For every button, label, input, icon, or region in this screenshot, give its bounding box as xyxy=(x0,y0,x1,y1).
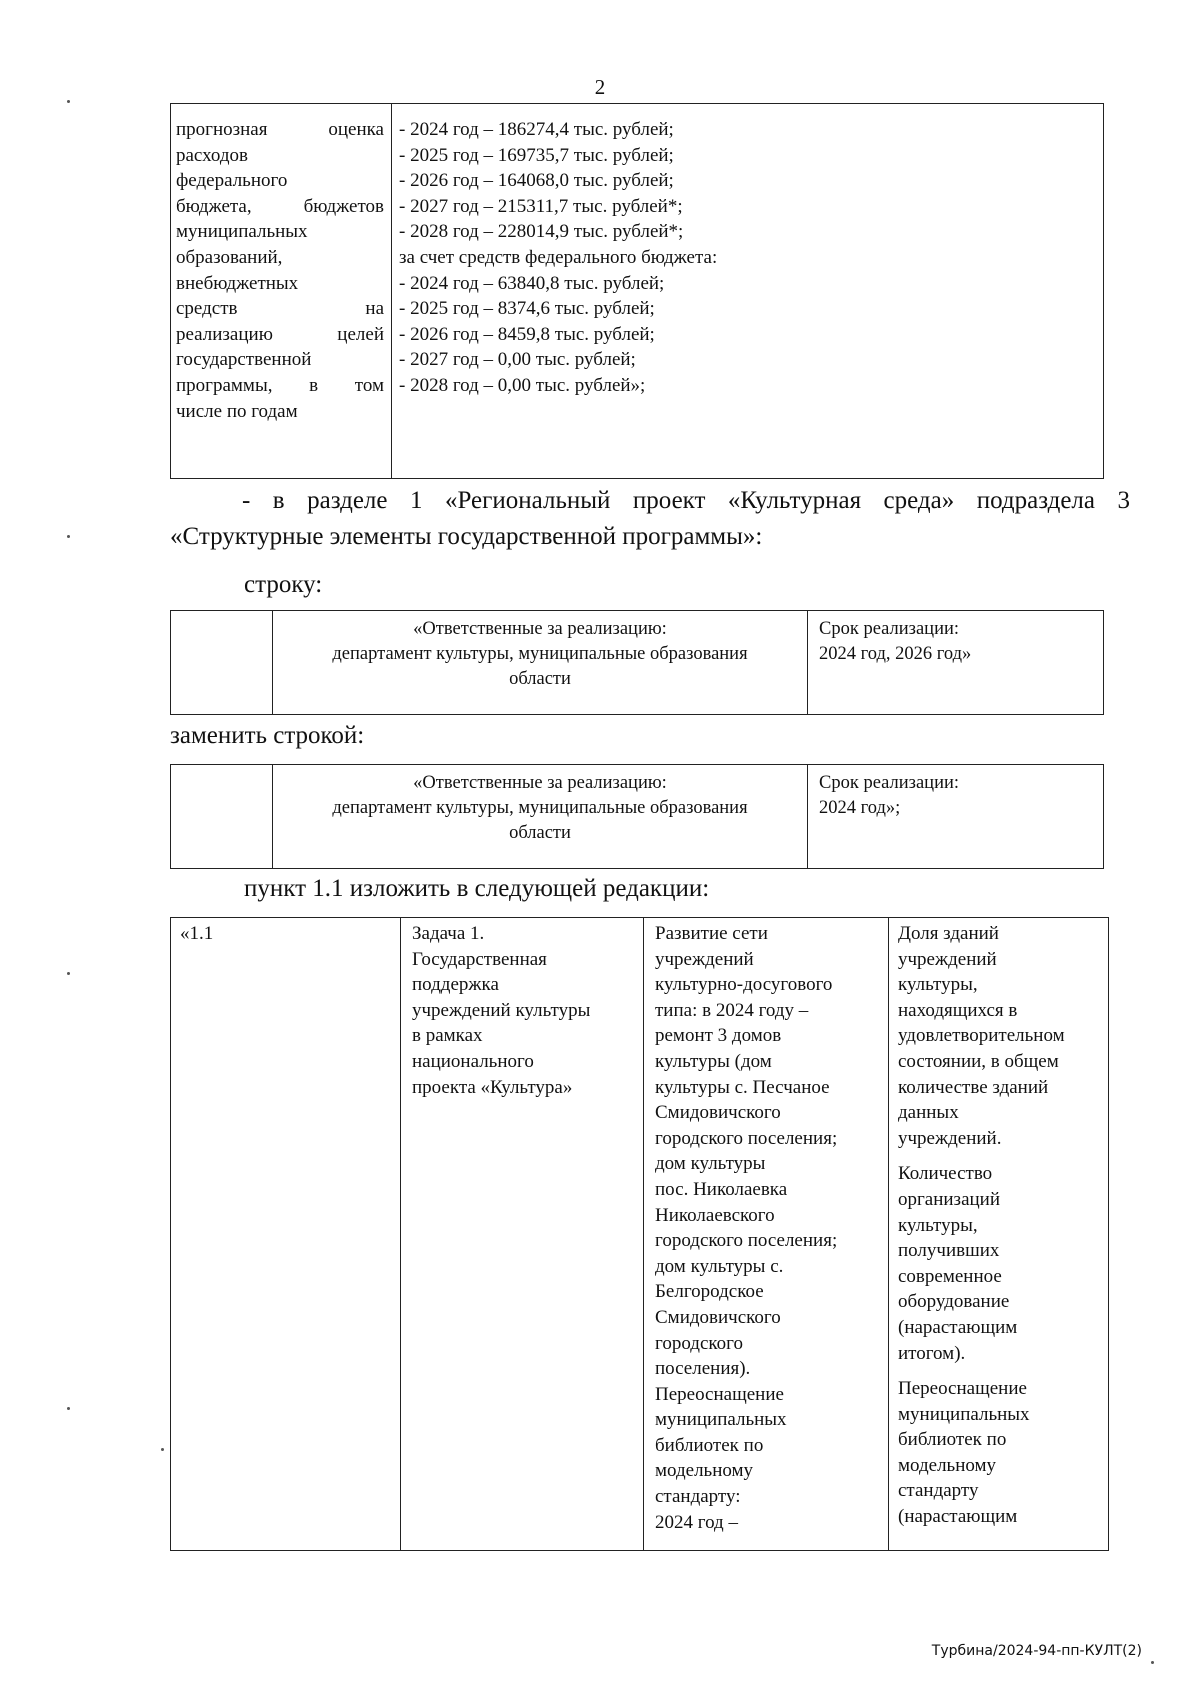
funding-right-line: - 2025 год – 169735,7 тыс. рублей; xyxy=(399,144,674,166)
activity-line: стандарту: xyxy=(655,1486,741,1508)
table-divider xyxy=(888,918,889,1550)
responsible-line: «Ответственные за реализацию: xyxy=(413,619,667,639)
funding-right-line: - 2025 год – 8374,6 тыс. рублей; xyxy=(399,298,655,320)
indicator-line: Переоснащение xyxy=(898,1378,1027,1400)
indicator-line: удовлетворительном xyxy=(898,1025,1065,1047)
funding-left-line: образований, xyxy=(176,246,283,268)
new-responsible-cell xyxy=(274,771,806,847)
point-table xyxy=(170,917,1109,1551)
indicator-line: (нарастающим xyxy=(898,1316,1018,1338)
indicator-line: стандарту xyxy=(898,1480,979,1502)
indicator-block xyxy=(898,921,1108,1151)
label-replace: заменить строкой: xyxy=(170,722,365,749)
task-line: Задача 1. xyxy=(412,923,485,944)
funding-right-line: - 2026 год – 8459,8 тыс. рублей; xyxy=(399,323,655,345)
activity-line: Переоснащение xyxy=(655,1383,784,1405)
table-divider xyxy=(391,104,392,478)
activity-line: культуры (дом xyxy=(655,1050,772,1072)
indicator-line: получивших xyxy=(898,1240,1000,1262)
indicator-line: находящихся в xyxy=(898,999,1018,1021)
table-divider xyxy=(643,918,644,1550)
scan-speck xyxy=(67,972,70,975)
old-responsible-cell xyxy=(274,617,806,693)
funding-left-line: числе по годам xyxy=(176,400,298,422)
responsible-line: области xyxy=(509,669,571,690)
responsible-line: департамент культуры, муниципальные образования xyxy=(332,644,748,665)
activity-line: Смидовичского xyxy=(655,1306,781,1328)
label-point: пункт 1.1 изложить в следующей редакции: xyxy=(244,875,710,902)
label-row: строку: xyxy=(244,571,323,598)
activity-line: культуры с. Песчаное xyxy=(655,1076,830,1098)
new-term-cell xyxy=(819,771,1099,821)
paragraph-line: «Структурные элементы государственной программы»: xyxy=(170,523,763,550)
indicator-block xyxy=(898,1161,1108,1366)
activity-line: модельному xyxy=(655,1460,754,1482)
funding-right-line: за счет средств федерального бюджета: xyxy=(399,246,718,268)
activity-line: ремонт 3 домов xyxy=(655,1025,782,1047)
funding-right-line: - 2027 год – 215311,7 тыс. рублей*; xyxy=(399,195,683,217)
old-term-cell xyxy=(819,617,1099,667)
term-line: Срок реализации: xyxy=(819,773,960,793)
indicator-block xyxy=(898,1376,1108,1530)
activity-line: дом культуры xyxy=(655,1153,766,1175)
scan-speck xyxy=(161,1448,164,1451)
indicator-line: модельному xyxy=(898,1454,997,1476)
paragraph-line: - в разделе 1 «Региональный проект «Культурная среда» подраздела 3 xyxy=(242,487,1130,514)
indicator-line: муниципальных xyxy=(898,1403,1030,1425)
scan-speck xyxy=(1151,1661,1154,1664)
term-line: 2024 год»; xyxy=(819,798,901,819)
indicator-line: культуры, xyxy=(898,1214,978,1236)
point-number-cell: «1.1 xyxy=(180,923,214,944)
activity-line: муниципальных xyxy=(655,1409,787,1431)
point-activity-cell xyxy=(655,921,885,1535)
funding-left-line: прогнозная оценка xyxy=(176,119,384,140)
funding-right-line: - 2024 год – 186274,4 тыс. рублей; xyxy=(399,119,674,140)
indicator-line: данных xyxy=(898,1102,959,1124)
funding-left-line: федерального xyxy=(176,170,288,192)
indicator-line: (нарастающим xyxy=(898,1506,1018,1528)
activity-line: типа: в 2024 году – xyxy=(655,999,809,1021)
term-line: Срок реализации: xyxy=(819,619,960,639)
activity-line: Развитие сети xyxy=(655,923,768,944)
indicator-line: состоянии, в общем xyxy=(898,1050,1059,1072)
funding-left-cell xyxy=(176,117,384,424)
indicator-line: Количество xyxy=(898,1163,993,1185)
old-row-table xyxy=(170,610,1104,715)
indicator-line: современное xyxy=(898,1265,1002,1287)
funding-left-line: государственной xyxy=(176,349,312,371)
activity-line: поселения). xyxy=(655,1358,751,1380)
activity-line: городского поселения; xyxy=(655,1230,838,1252)
funding-right-line: - 2027 год – 0,00 тыс. рублей; xyxy=(399,349,636,371)
page-number: 2 xyxy=(594,75,606,99)
scan-speck xyxy=(67,1407,70,1410)
table-divider xyxy=(807,611,808,714)
scan-speck xyxy=(67,100,70,103)
table-divider xyxy=(400,918,401,1550)
activity-line: Белгородское xyxy=(655,1281,764,1303)
responsible-line: области xyxy=(509,823,571,844)
new-row-table xyxy=(170,764,1104,869)
activity-line: городского xyxy=(655,1332,743,1354)
task-line: поддержка xyxy=(412,974,499,996)
indicator-line: библиотек по xyxy=(898,1429,1007,1451)
activity-line: пос. Николаевка xyxy=(655,1178,788,1200)
scan-speck xyxy=(67,535,70,538)
task-line: Государственная xyxy=(412,948,547,970)
funding-right-line: - 2024 год – 63840,8 тыс. рублей; xyxy=(399,272,665,294)
funding-left-line: реализацию целей xyxy=(176,323,384,345)
table-divider xyxy=(272,765,273,868)
activity-line: учреждений xyxy=(655,948,754,970)
activity-line: дом культуры с. xyxy=(655,1255,784,1277)
indicator-line: оборудование xyxy=(898,1291,1010,1313)
funding-left-line: внебюджетных xyxy=(176,272,299,294)
activity-line: 2024 год – xyxy=(655,1511,738,1533)
activity-line: городского поселения; xyxy=(655,1127,838,1149)
funding-left-line: расходов xyxy=(176,144,248,166)
task-line: национального xyxy=(412,1050,534,1072)
activity-line: культурно-досугового xyxy=(655,974,833,996)
task-line: в рамках xyxy=(412,1025,483,1047)
indicator-line: учреждений xyxy=(898,948,997,970)
point-task-cell xyxy=(412,921,638,1100)
table-divider xyxy=(272,611,273,714)
funding-table xyxy=(170,103,1104,479)
indicator-line: учреждений. xyxy=(898,1127,1002,1149)
task-line: проекта «Культура» xyxy=(412,1076,573,1098)
funding-right-line: - 2028 год – 228014,9 тыс. рублей*; xyxy=(399,221,684,243)
task-line: учреждений культуры xyxy=(412,999,591,1021)
indicator-line: количестве зданий xyxy=(898,1076,1049,1098)
funding-right-line: - 2026 год – 164068,0 тыс. рублей; xyxy=(399,170,674,192)
indicator-line: Доля зданий xyxy=(898,923,999,944)
funding-right-line: - 2028 год – 0,00 тыс. рублей»; xyxy=(399,374,646,396)
activity-line: Николаевского xyxy=(655,1204,775,1226)
funding-left-line: программы, в том xyxy=(176,374,384,396)
funding-left-line: средств на xyxy=(176,298,384,320)
funding-right-cell xyxy=(399,117,1089,399)
term-line: 2024 год, 2026 год» xyxy=(819,644,972,665)
table-divider xyxy=(807,765,808,868)
point-indicators-cell xyxy=(898,921,1108,1530)
activity-line: Смидовичского xyxy=(655,1102,781,1124)
responsible-line: департамент культуры, муниципальные образования xyxy=(332,798,748,819)
indicator-line: итогом). xyxy=(898,1342,966,1364)
indicator-line: культуры, xyxy=(898,974,978,996)
section-paragraph xyxy=(170,483,1130,555)
indicator-line: организаций xyxy=(898,1188,1001,1210)
responsible-line: «Ответственные за реализацию: xyxy=(413,773,667,793)
activity-line: библиотек по xyxy=(655,1434,764,1456)
funding-left-line: муниципальных xyxy=(176,221,308,243)
footer-document-code: Турбина/2024-94-пп-КУЛТ(2) xyxy=(931,1643,1142,1659)
funding-left-line: бюджета, бюджетов xyxy=(176,195,384,217)
